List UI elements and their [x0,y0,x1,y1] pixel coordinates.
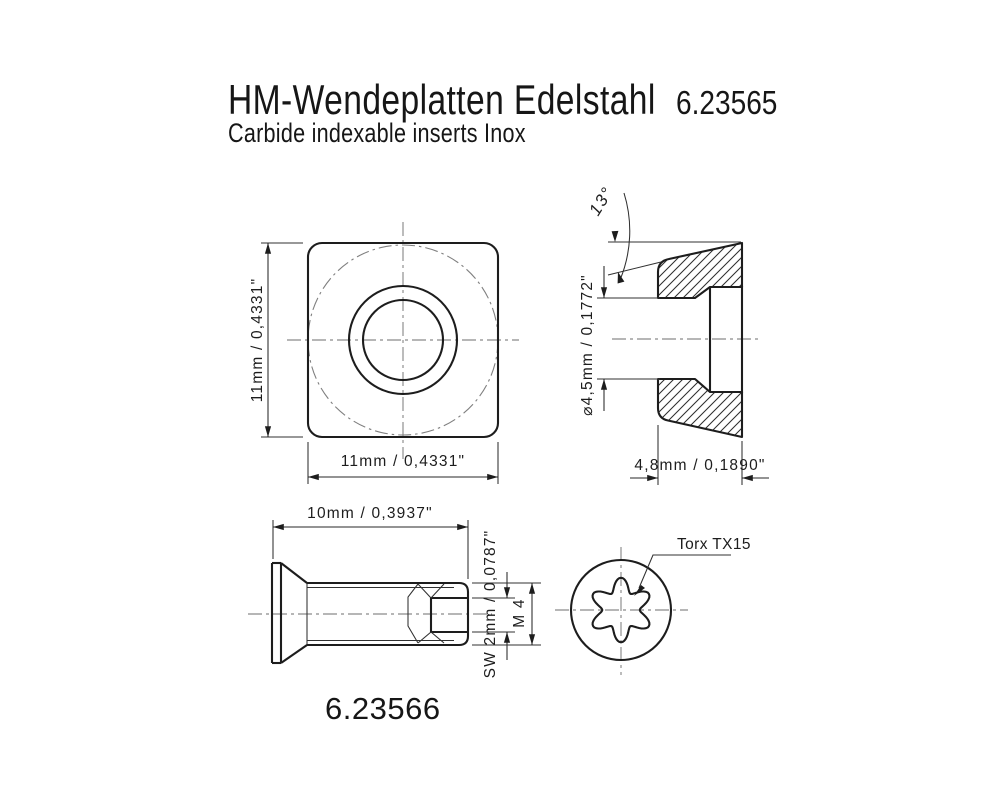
bore-dimension: ⌀4,5mm / 0,1772" [579,274,596,416]
socket-flute-line [418,584,431,598]
socket-outline [431,598,468,632]
section-view [579,183,769,485]
head-cone-bottom [281,645,307,663]
head-cone-top [281,563,307,583]
angle-arc [620,193,630,280]
article-number: 6.23565 [676,84,778,121]
screw-length-dimension: 10mm / 0,3937" [307,505,433,522]
front-width-dimension: 11mm / 0,4331" [340,453,466,470]
socket-dimension: SW 2mm / 0,0787" [482,529,499,679]
angle-dimension: 13° [585,183,618,219]
socket-flute-line [431,584,444,598]
angle-flank-line [608,262,661,275]
drive-view [555,536,751,675]
screw-article-number: 6.23566 [325,691,441,726]
front-view [249,222,519,484]
screw-view [248,505,541,726]
drive-type-label: Torx TX15 [677,536,751,553]
thickness-dimension: 4,8mm / 0,1890" [634,457,766,474]
page-subtitle: Carbide indexable inserts Inox [228,118,526,148]
socket-flute-line [418,632,431,643]
angle-arrow-top [612,231,619,242]
section-upper-body [658,243,742,298]
thread-dimension: M 4 [511,598,528,628]
front-height-dimension: 11mm / 0,4331" [249,277,266,403]
angle-arrow-bottom [618,272,625,284]
page-title: HM-Wendeplatten Edelstahl [228,76,656,123]
section-lower-body [658,379,742,437]
socket-flute-line [431,632,444,643]
